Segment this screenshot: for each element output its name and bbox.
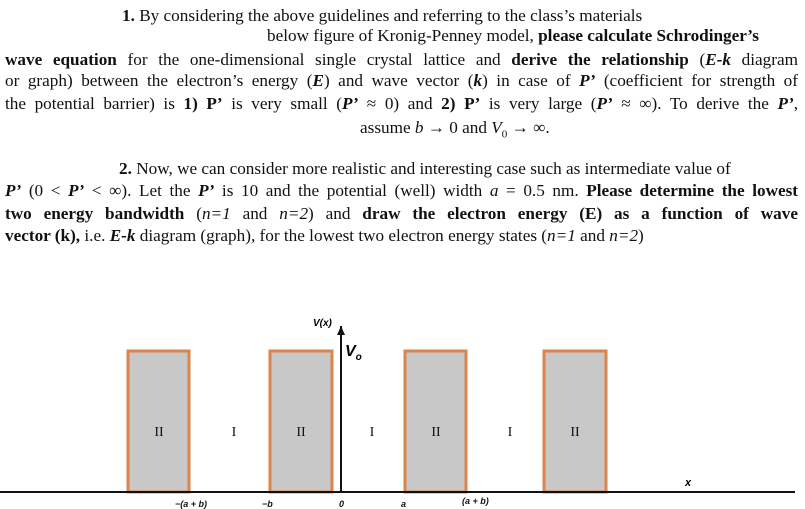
q2-line-4: vector (k), i.e. E-k diagram (graph), for the lowest two electron energy states (n=1 and n=2): [5, 226, 644, 245]
q1-line-4: or graph) between the electron’s energy (E) and wave vector (k) in case of P’ (coefficient for strength of: [5, 71, 798, 90]
tick-label: −(a + b): [175, 499, 208, 509]
q1-line-6: assume b → 0 and $V_0$ → ∞.: [360, 118, 550, 141]
tick-label: (a + b): [462, 496, 489, 506]
q2-line-3: two energy bandwidth (n=1 and n=2) and draw the electron energy (E) as a function of wave: [5, 204, 798, 223]
region-label: II: [570, 425, 580, 440]
region-label: I: [507, 425, 513, 440]
region-label: I: [369, 425, 375, 440]
q1-line-2: below figure of Kronig-Penney model, please calculate Schrodinger’s: [267, 26, 759, 45]
q2-line-2: P’ (0 < P’ < ∞). Let the P’ is 10 and the potential (well) width a = 0.5 nm. Please determine the lowest: [5, 181, 799, 200]
region-label: II: [431, 425, 441, 440]
region-labels: [154, 425, 580, 440]
region-label: II: [296, 425, 306, 440]
x-axis-label: x: [685, 477, 692, 489]
v0-label: $V_o$: [345, 343, 362, 363]
q1-line-3: wave equation for the one-dimensional single crystal lattice and derive the relationship (E-k diagram: [5, 50, 798, 69]
tick-labels: [175, 496, 489, 509]
tick-label: 0: [339, 499, 345, 509]
region-label: II: [154, 425, 164, 440]
q1-line-5: the potential barrier) is 1) P’ is very small (P’ ≈ 0) and 2) P’ is very large (P’ ≈ ∞). To derive the P’,: [5, 94, 798, 113]
tick-label: −b: [262, 499, 273, 509]
region-label: I: [231, 425, 237, 440]
q1-number: 1.: [122, 6, 135, 25]
q1-line-1: 1. By considering the above guidelines and referring to the class’s materials: [122, 6, 643, 25]
barrier-1: [128, 351, 189, 492]
q2-line-1: 2. Now, we can consider more realistic and interesting case such as intermediate value of: [119, 159, 731, 178]
barrier-2: [270, 351, 332, 492]
barrier-4: [544, 351, 606, 492]
tick-label: a: [401, 499, 407, 509]
y-axis-label: V(x): [313, 318, 332, 329]
barrier-3: [405, 351, 466, 492]
q2-number: 2.: [119, 159, 132, 178]
kronig-penney-diagram: [0, 290, 805, 509]
